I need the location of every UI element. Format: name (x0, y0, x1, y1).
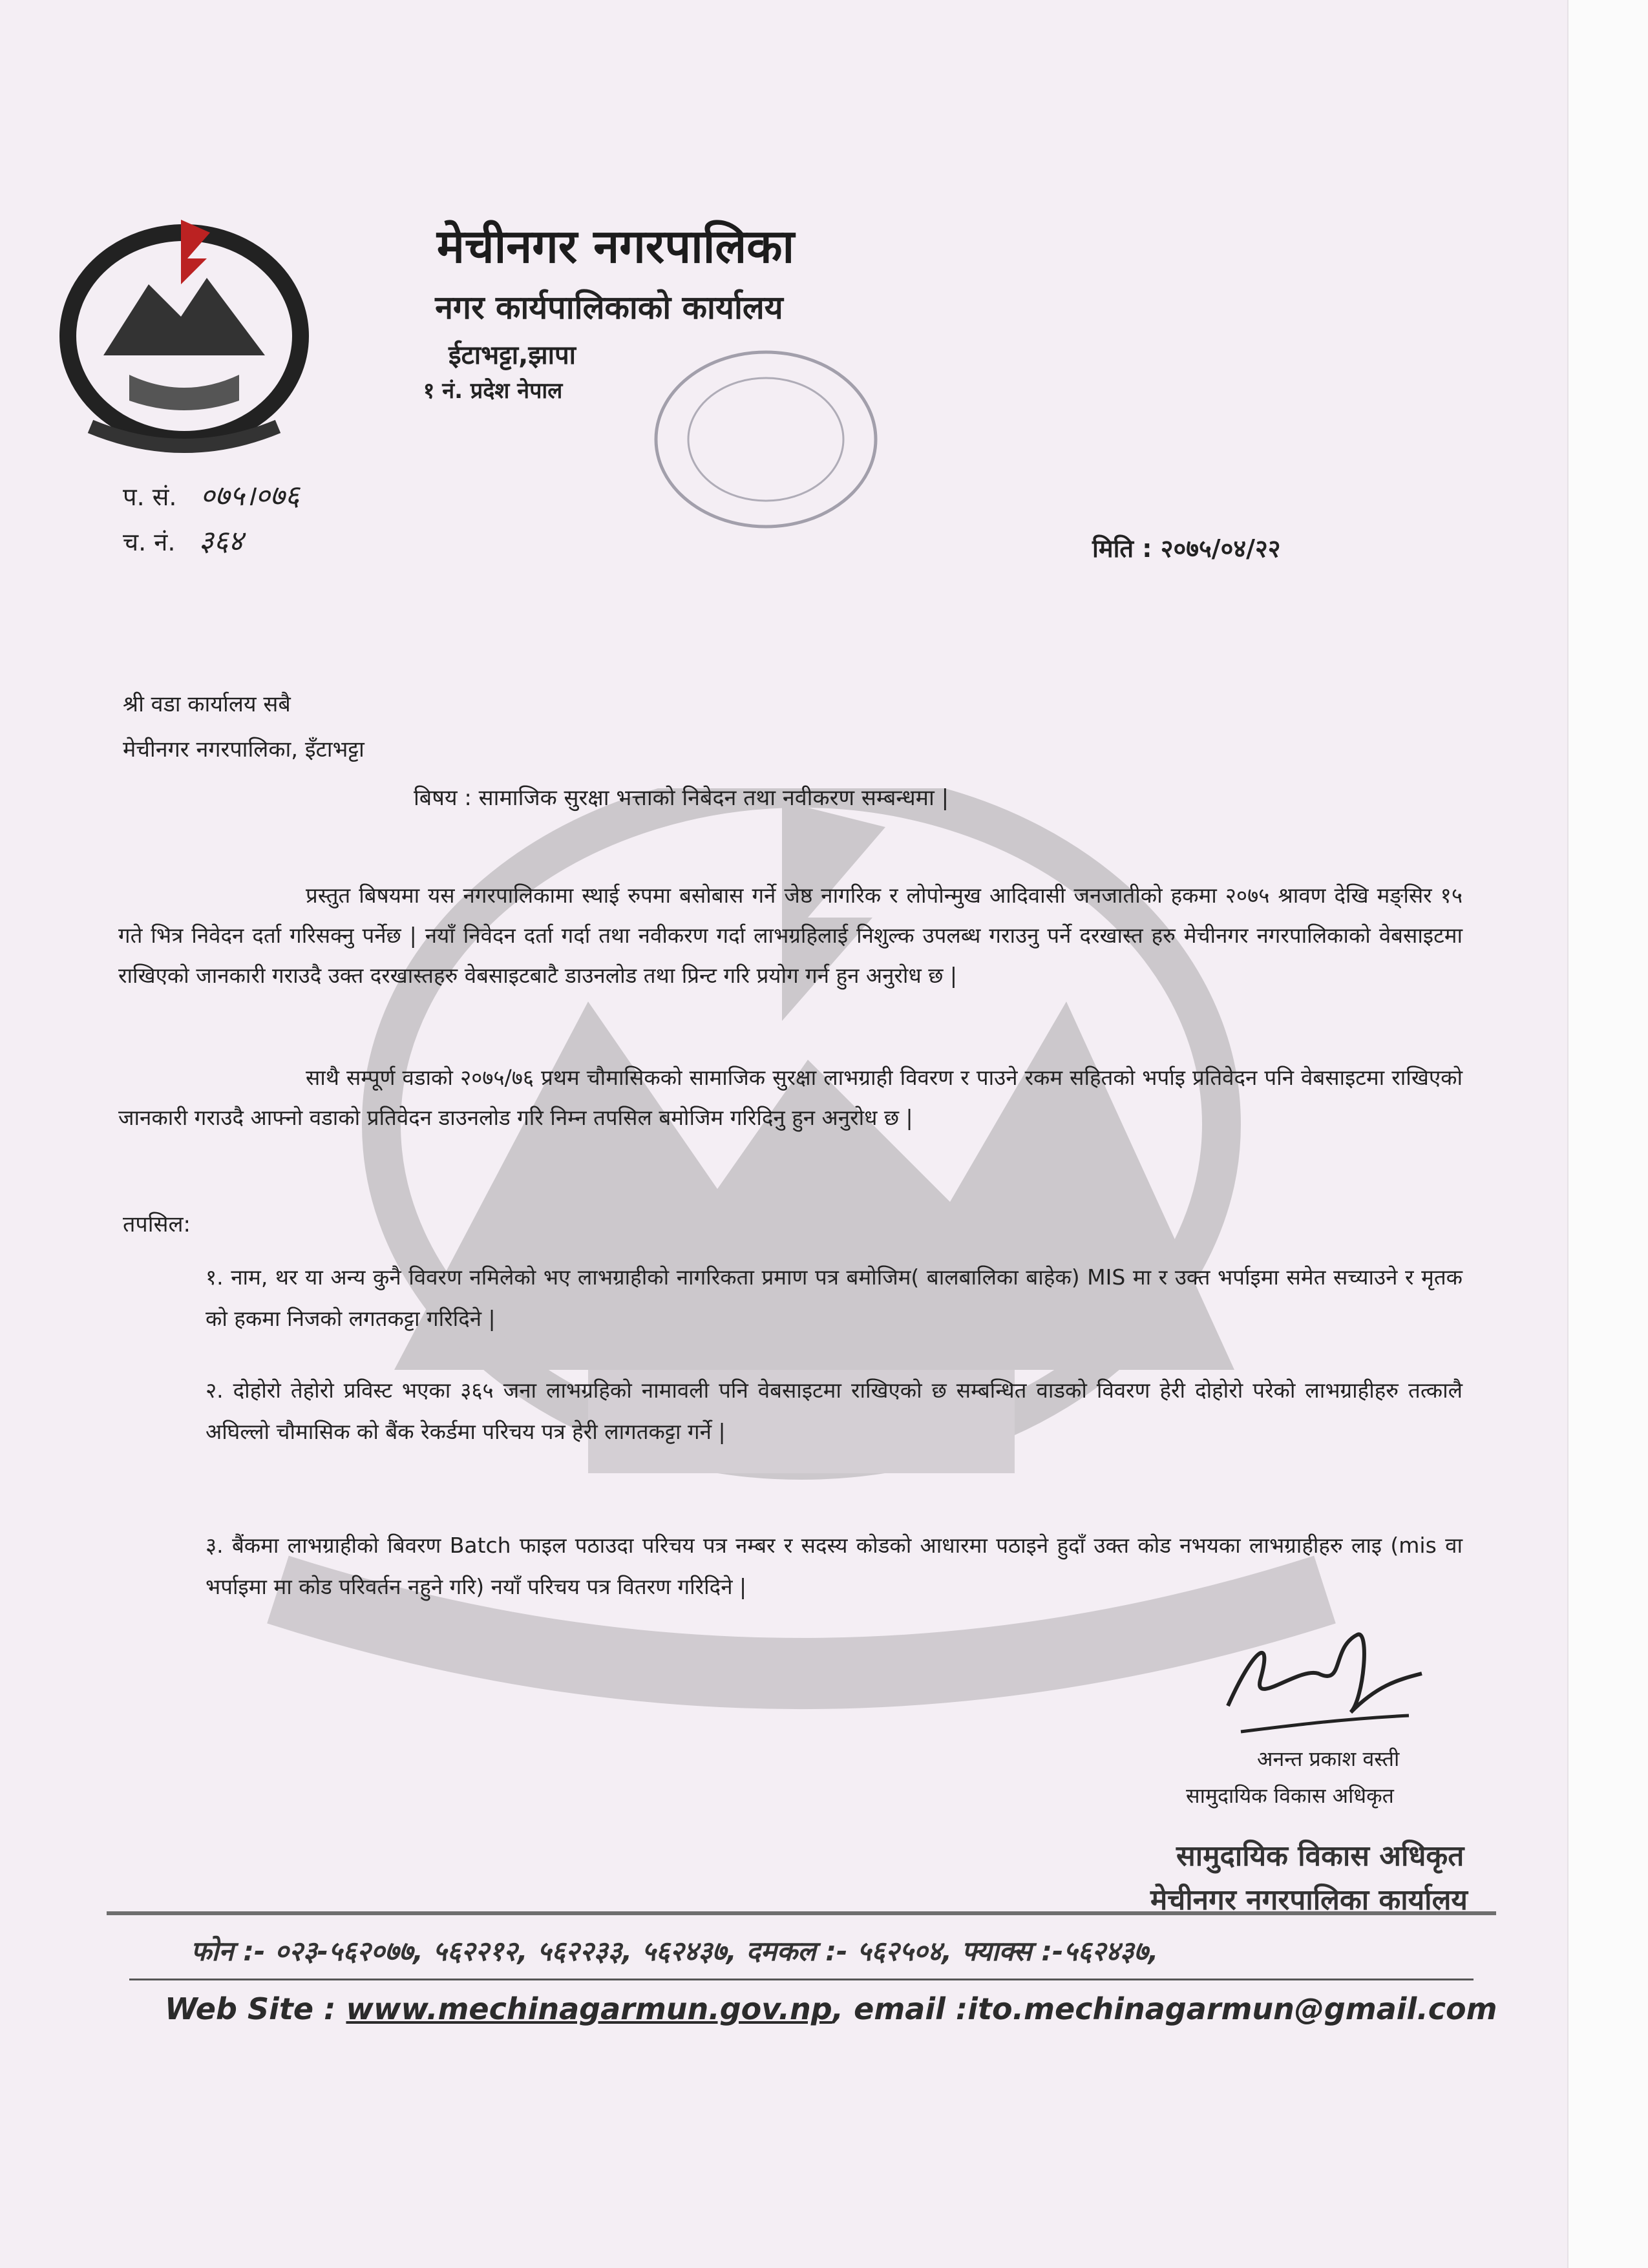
tapsil-item-3: ३. बैंकमा लाभग्राहीको बिवरण Batch फाइल पठाउदा परिचय पत्र नम्बर र सदस्य कोडको आधारमा पठाइने हुदाँ उक्त कोड नभयका लाभग्राहीहरु लाइ (mis वा भर्पाइमा मा कोड परिवर्तन नहुने गरि) नयाँ परिचय पत्र वितरण गरिदिने | (206, 1533, 1463, 1599)
patra-label: प. सं. (123, 483, 177, 511)
signer-title: सामुदायिक विकास अधिकृत (1186, 1783, 1394, 1808)
signer-name: अनन्त प्रकाश वस्ती (1257, 1747, 1400, 1771)
recipient-line-2: मेचीनगर नगरपालिका, इँटाभट्टा (123, 737, 364, 762)
footer-rule-middle (129, 1979, 1474, 1980)
patra-sankhya (123, 475, 300, 514)
office-address: ईटाभट्टा,झापा (448, 341, 576, 370)
tapsil-item-1: १. नाम, थर या अन्य कुनै विवरण नमिलेको भए लाभग्राहीको नागरिकता प्रमाण पत्र बमोजिम( बालबालिका बाहेक) MIS मा र उक्त भर्पाइमा समेत सच्याउने र मृतक को हकमा निजको लगतकट्टा गरिदिने | (206, 1265, 1463, 1331)
patra-value: ०७५।०७६ (200, 479, 300, 512)
tapsil-label: तपसिल: (123, 1212, 191, 1237)
letter-date: मिति : २०७५/०४/२२ (1092, 534, 1281, 563)
letter-subject: बिषय : सामाजिक सुरक्षा भत्ताको निबेदन तथा नवीकरण सम्बन्धमा | (414, 785, 949, 811)
footer-rule-top (107, 1911, 1496, 1915)
website-link[interactable]: www.mechinagarmun.gov.np (346, 1991, 832, 2026)
handwritten-signature (1215, 1609, 1428, 1751)
office-province: १ नं. प्रदेश नेपाल (423, 378, 563, 404)
tapsil-item-2: २. दोहोरो तेहोरो प्रविस्ट भएका ३६५ जना लाभग्रहिको नामावली पनि वेबसाइटमा राखिएको छ सम्बन्धित वाडको विवरण हेरी दोहोरो परेको लाभग्राहीहरु तत्कालै अघिल्लो चौमासिक को बैंक रेकर्डमा परिचय पत्र हेरी लागतकट्टा गर्ने | (206, 1378, 1463, 1444)
website-label: Web Site : (165, 1991, 346, 2026)
body-paragraph-2: साथै सम्पूर्ण वडाको २०७५/७६ प्रथम चौमासिकको सामाजिक सुरक्षा लाभग्राही विवरण र पाउने रकम सहितको भर्पाइ प्रतिवेदन पनि वेबसाइटमा राखिएको जानकारी गराउदै आफ्नो वडाको प्रतिवेदन डाउनलोड गरि निम्न तपसिल बमोजिम गरिदिनु हुन अनुरोध छ | (118, 1065, 1463, 1130)
footer-website (165, 1991, 1497, 2026)
email-text: , email :ito.mechinagarmun@gmail.com (832, 1991, 1497, 2026)
chalani-number (123, 520, 243, 559)
recipient-line-1: श्री वडा कार्यालय सबै (123, 691, 291, 717)
designation-stamp-line-1: सामुदायिक विकास अधिकृत (1176, 1840, 1464, 1873)
chalani-value: ३६४ (198, 525, 244, 558)
page-edge (1567, 0, 1648, 2268)
chalani-label: च. नं. (123, 528, 176, 556)
body-paragraph-1: प्रस्तुत बिषयमा यस नगरपालिकामा स्थाई रुपमा बसोबास गर्ने जेष्ठ नागरिक र लोपोन्मुख आदिवासी जनजातीको हकमा २०७५ श्रावण देखि मङ्सिर १५ गते भित्र निवेदन दर्ता गरिसक्नु पर्नेछ | नयाँ निवेदन दर्ता गर्दा तथा नवीकरण गर्दा लाभग्रहिलाई निशुल्क उपलब्ध गराउनु पर्ने दरखास्त हरु मेचीनगर नगरपालिकाको वेबसाइटमा राखिएको जानकारी गराउदै उक्त दरखास्तहरु वेबसाइटबाटै डाउनलोड तथा प्रिन्ट गरि प्रयोग गर्न हुन अनुरोध छ | (118, 883, 1463, 988)
org-name: मेचीनगर नगरपालिका (436, 219, 795, 273)
designation-stamp-line-2: मेचीनगर नगरपालिका कार्यालय (1150, 1884, 1468, 1916)
footer-phone: फोन :- ०२३-५६२०७७, ५६२२१२, ५६२२३३, ५६२४३७, दमकल :- ५६२५०४, फ्याक्स :-५६२४३७, (191, 1935, 1159, 1967)
office-seal-stamp (646, 342, 885, 536)
office-name: नगर कार्यपालिकाको कार्यालय (435, 289, 783, 326)
